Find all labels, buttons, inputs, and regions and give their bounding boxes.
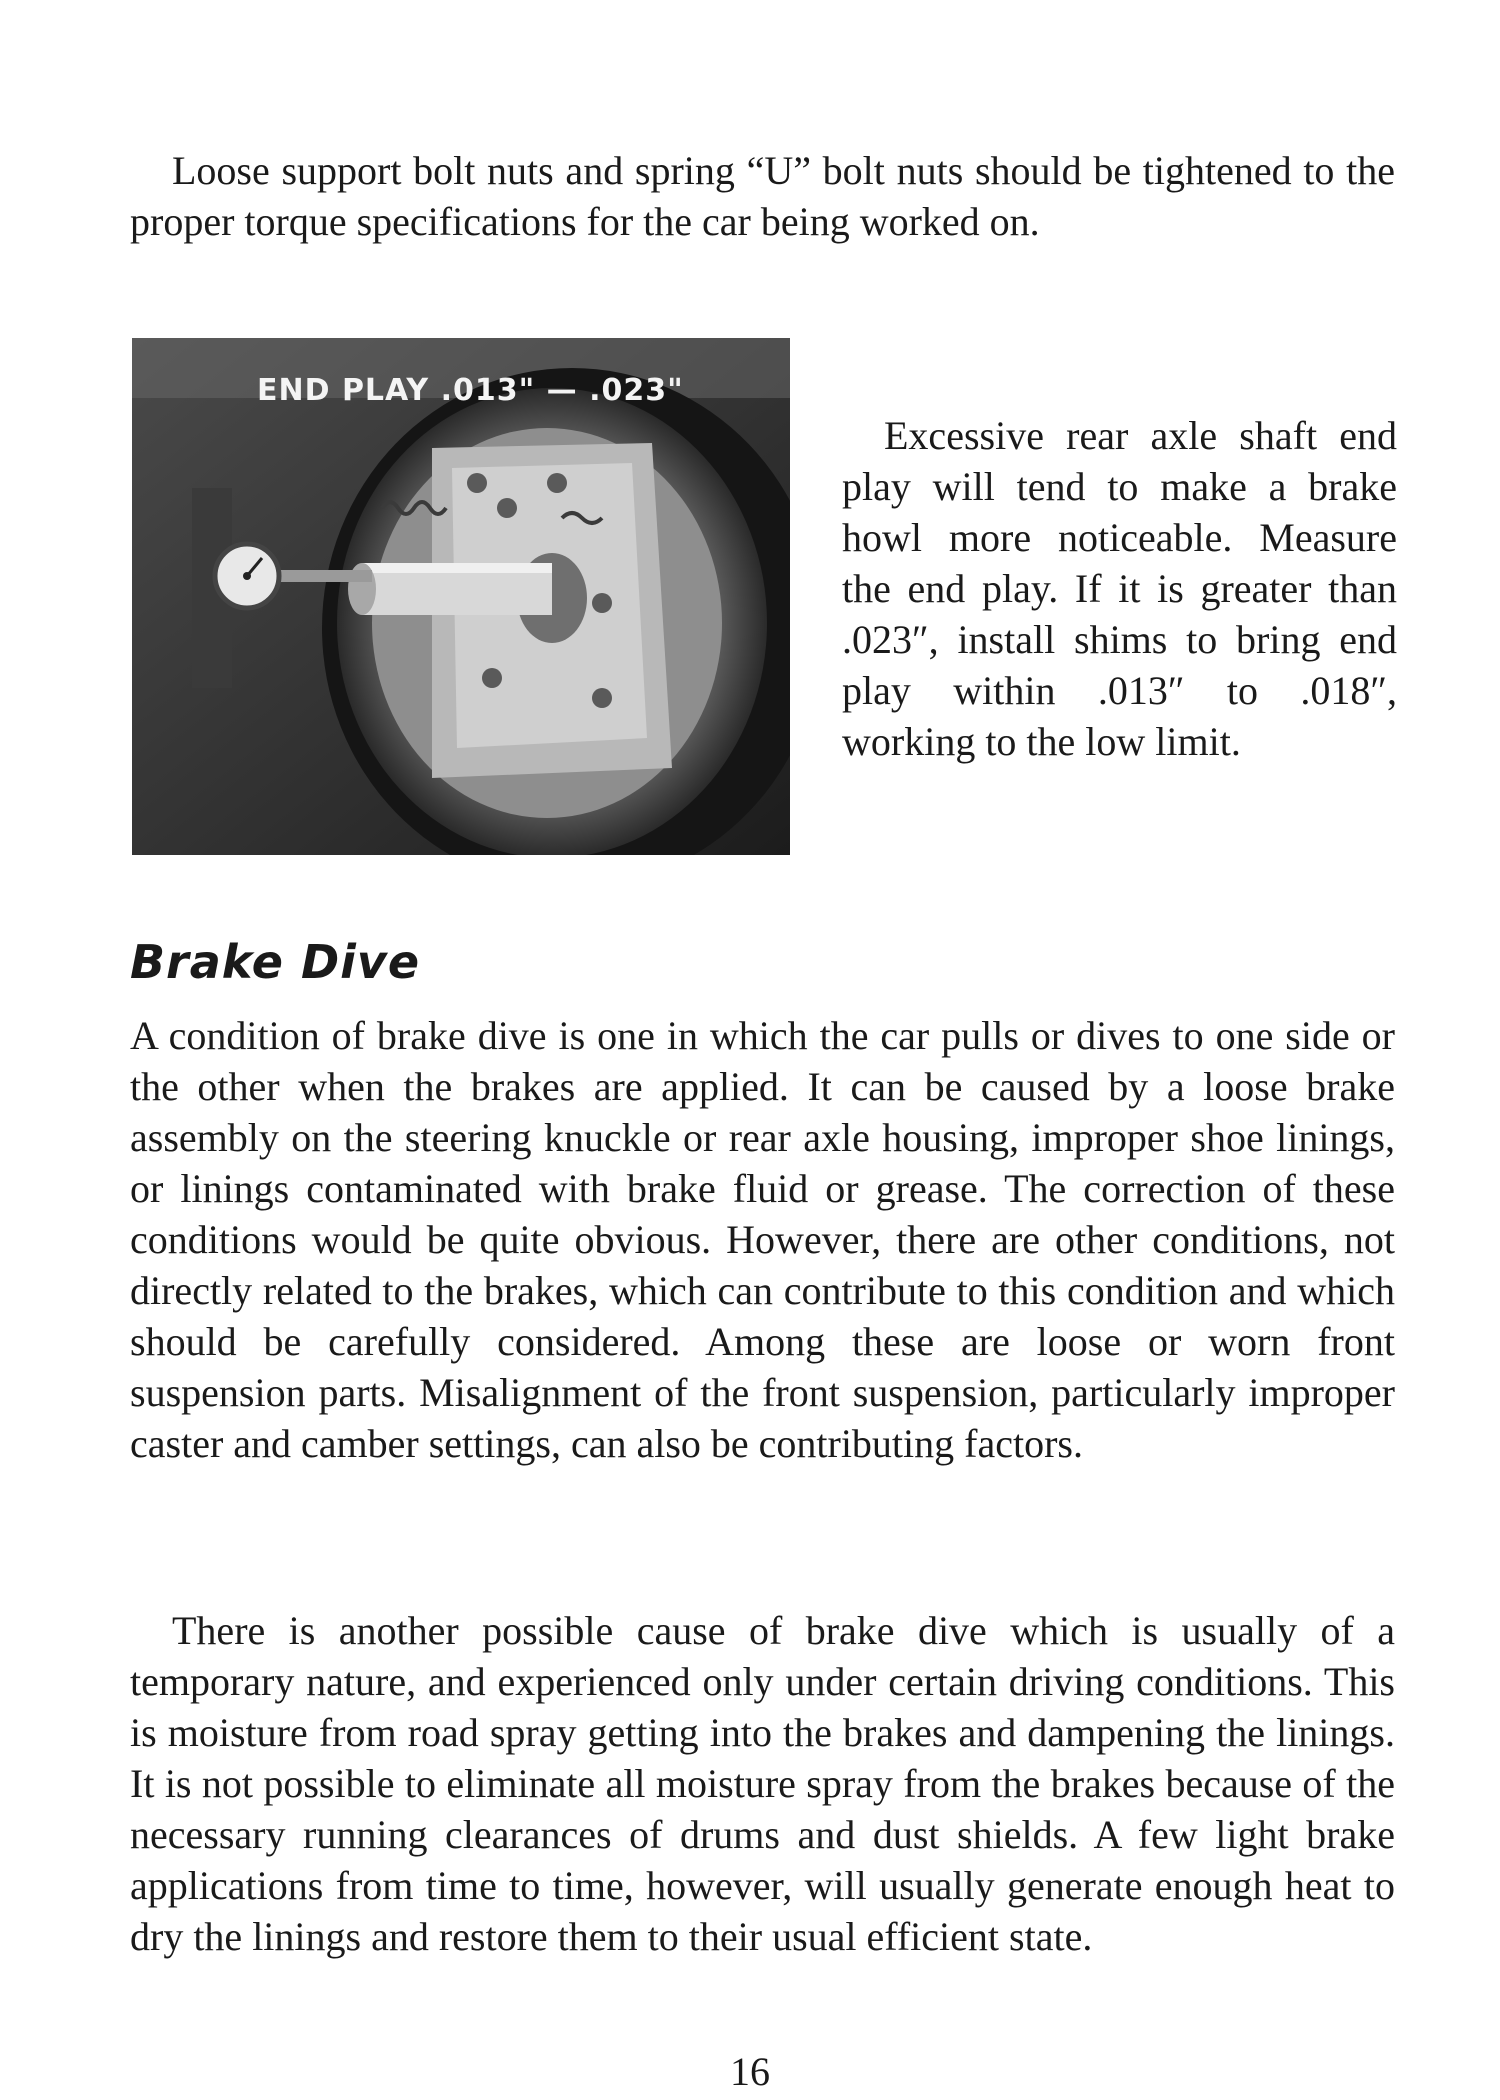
axle-end-play-paragraph: Excessive rear axle shaft end play will tend to make a brake howl more noticeable. Measure the end play. If it is greater than .023″, install shims to bring end play within .013″ to .018″, working to the low limit. [842, 413, 1397, 764]
section-heading: Brake Dive [130, 935, 421, 989]
brake-assembly-illustration [132, 338, 790, 855]
brake-assembly-photo [132, 338, 790, 855]
brake-dive-paragraph: A condition of brake dive is one in which the car pulls or dives to one side or the other when the brakes are applied. It can be caused by a loose brake assembly on the steering knuckle or rear axle housing, improper shoe linings, or linings contaminated with brake fluid or grease. The correction of these conditions would be quite obvious. However, there are other conditions, not directly related to the brakes, which can contribute to this condition and which should be carefully considered. Among these are loose or worn front suspension parts. Misalignment of the front suspension, particularly improper caster and camber settings, can also be contributing factors. [130, 1013, 1395, 1466]
intro-paragraph: Loose support bolt nuts and spring “U” bolt nuts should be tightened to the proper torque specifications for the car being worked on. [130, 148, 1395, 244]
road-spray-paragraph: There is another possible cause of brake dive which is usually of a temporary nature, and experienced only under certain driving conditions. This is moisture from road spray getting into the brakes and dampening the linings. It is not possible to eliminate all moisture spray from the brakes because of the necessary running clearances of drums and dust shields. A few light brake applications from time to time, however, will usually generate enough heat to dry the linings and restore them to their usual efficient state. [130, 1608, 1395, 1959]
photo-caption: END PLAY .013" — .023" [257, 373, 684, 408]
page-number: 16 [730, 2049, 770, 2094]
